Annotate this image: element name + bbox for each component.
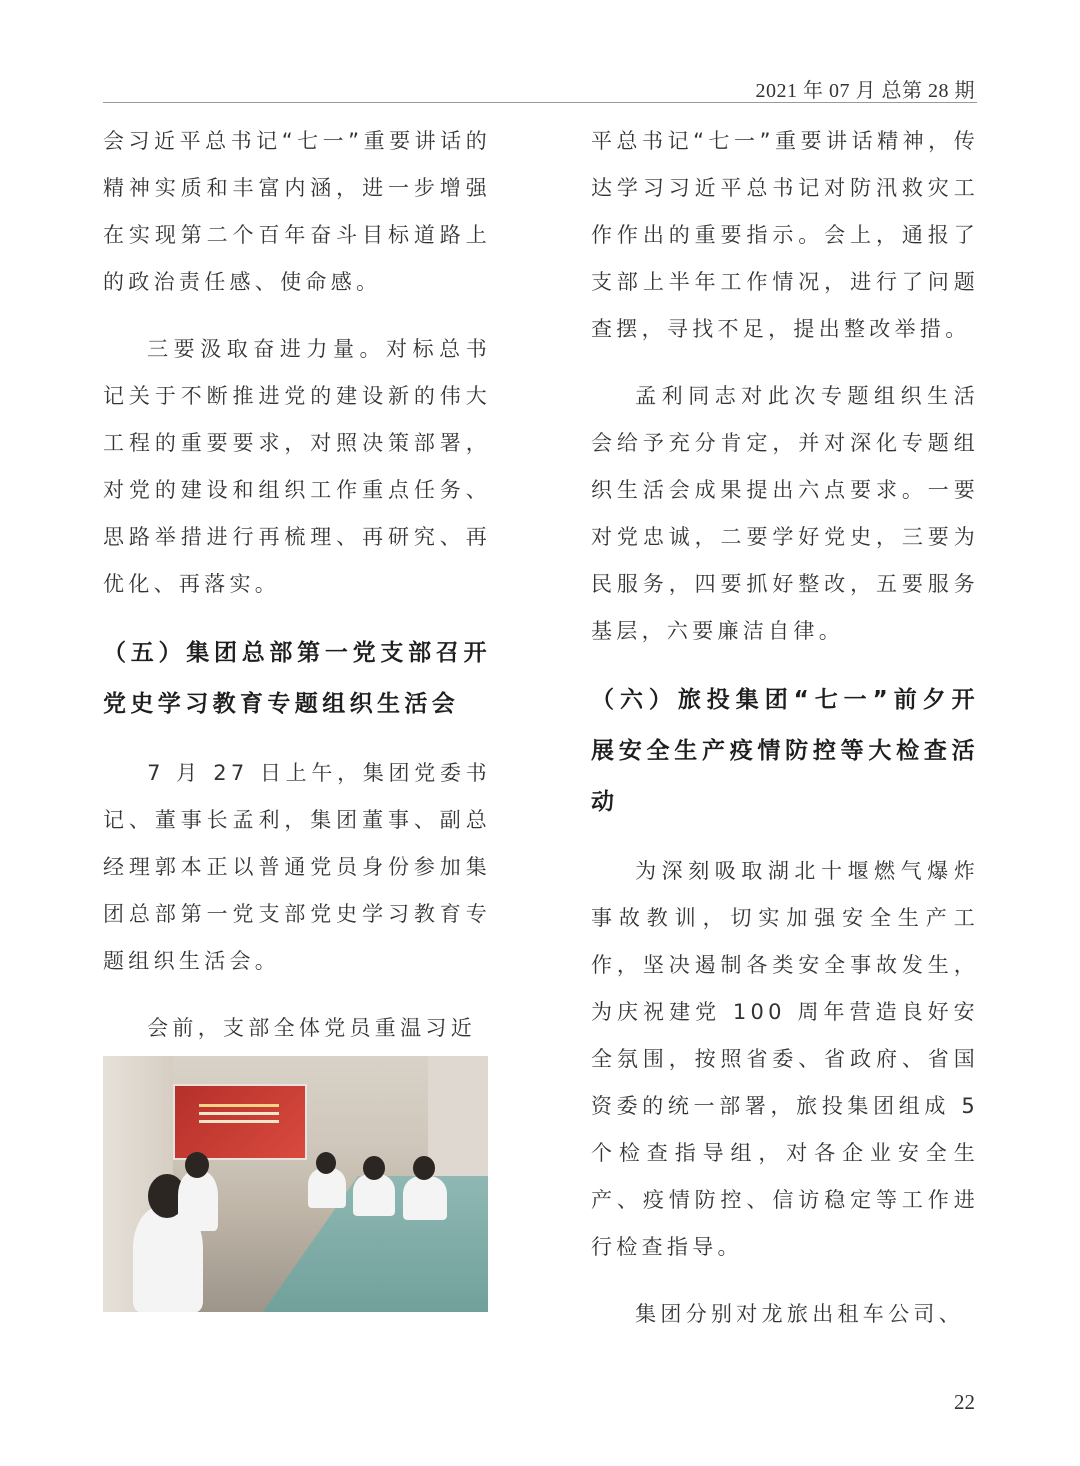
section-heading-6: （六）旅投集团“七一”前夕开展安全生产疫情防控等大检查活动 [591, 687, 979, 815]
header-divider [103, 102, 977, 103]
red-screen-banner [173, 1084, 307, 1160]
section-heading-5: （五）集团总部第一党支部召开党史学习教育专题组织生活会 [103, 640, 491, 717]
issue-info: 2021 年 07 月 总第 28 期 [755, 80, 975, 102]
left-paragraph-4: 会前，支部全体党员重温习近 [147, 1016, 476, 1040]
left-paragraph-1: 会习近平总书记“七一”重要讲话的精神实质和丰富内涵，进一步增强在实现第二个百年奋斗目标道路上的政治责任感、使命感。 [103, 129, 491, 294]
right-paragraph-2: 孟利同志对此次专题组织生活会给予充分肯定，并对深化专题组织生活会成果提出六点要求。一要对党忠诚，二要学好党史，三要为民服务，四要抓好整改，五要服务基层，六要廉洁自律。 [591, 384, 979, 643]
right-column [591, 118, 979, 1338]
page-number: 22 [954, 1390, 975, 1414]
meeting-photo [103, 1056, 488, 1312]
right-paragraph-4: 集团分别对龙旅出租车公司、 [635, 1302, 964, 1326]
left-paragraph-3: 7 月 27 日上午，集团党委书记、董事长孟利，集团董事、副总经理郭本正以普通党员身份参加集团总部第一党支部党史学习教育专题组织生活会。 [103, 761, 491, 973]
left-column [103, 118, 491, 1312]
left-paragraph-2: 三要汲取奋进力量。对标总书记关于不断推进党的建设新的伟大工程的重要要求，对照决策部署，对党的建设和组织工作重点任务、思路举措进行再梳理、再研究、再优化、再落实。 [103, 337, 491, 596]
right-paragraph-1: 平总书记“七一”重要讲话精神，传达学习习近平总书记对防汛救灾工作作出的重要指示。会上，通报了支部上半年工作情况，进行了问题查摆，寻找不足，提出整改举措。 [591, 129, 979, 341]
right-paragraph-3: 为深刻吸取湖北十堰燃气爆炸事故教训，切实加强安全生产工作，坚决遏制各类安全事故发生，为庆祝建党 100 周年营造良好安全氛围，按照省委、省政府、省国资委的统一部署，旅投集团组成 5 个检查指导组，对各企业安全生产、疫情防控、信访稳定等工作进行检查指导。 [591, 859, 979, 1259]
